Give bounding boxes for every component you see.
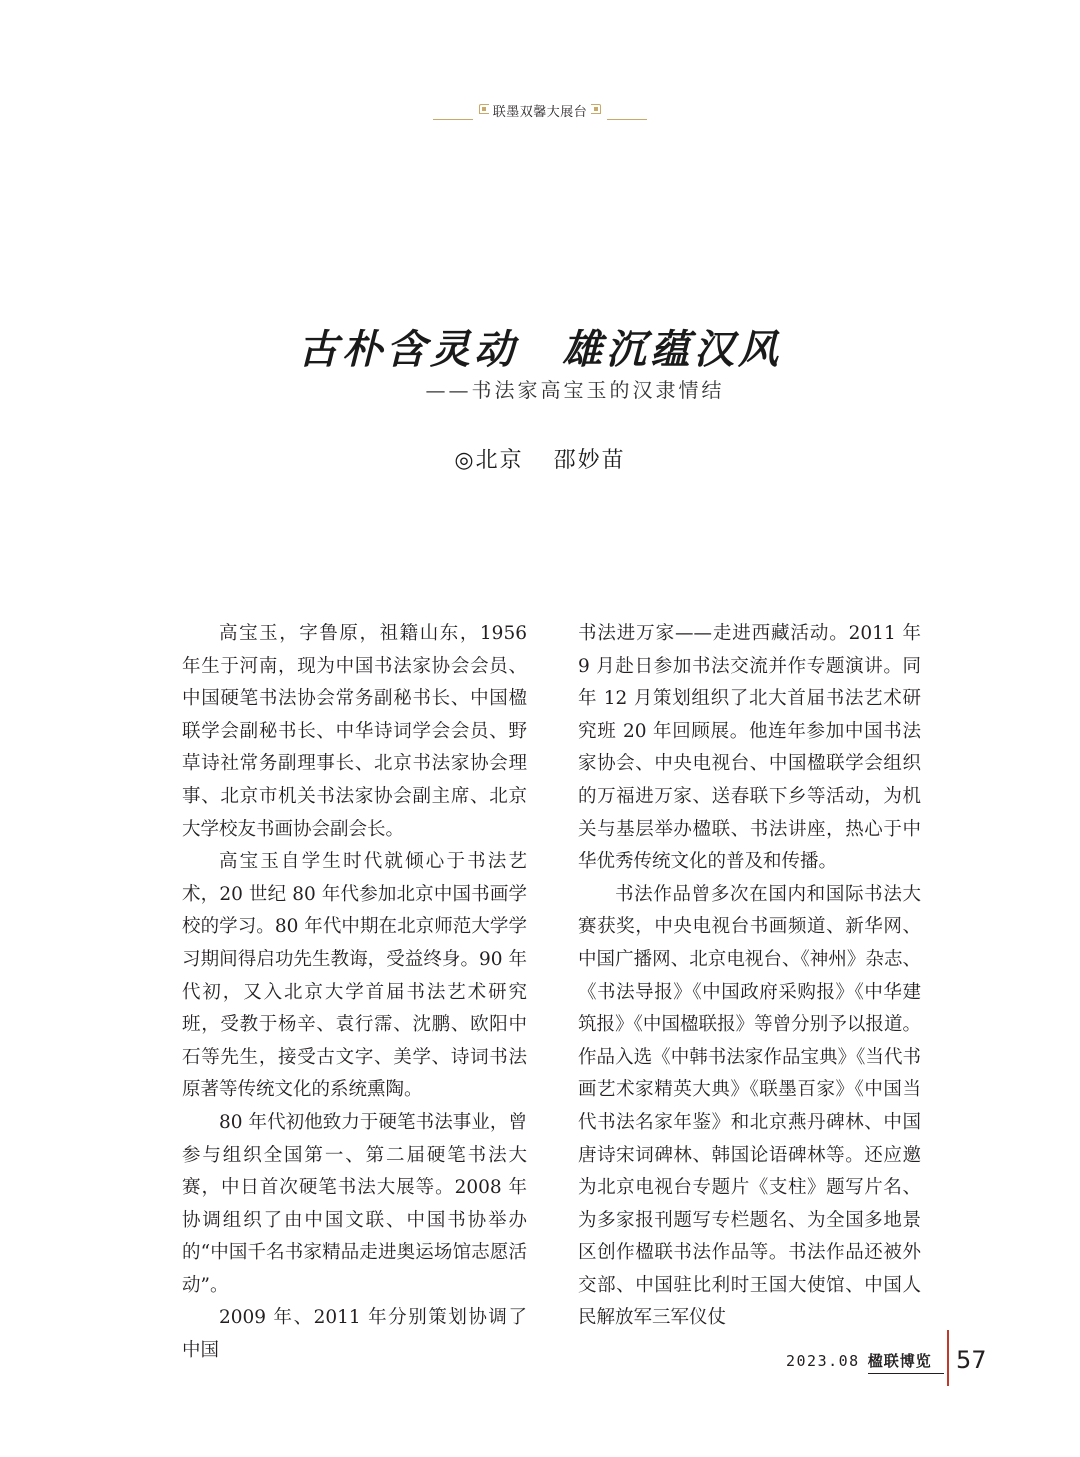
byline-author: 邵妙苗 [553,448,626,473]
page-footer [786,1350,932,1374]
footer-underline [868,1373,944,1374]
byline [0,443,1080,474]
page-number: 57 [956,1346,987,1374]
header-rule-right [607,119,647,120]
body-paragraph-continued: 书法进万家——走进西藏活动。2011 年 9 月赴日参加书法交流并作专题演讲。同年 12 月策划组织了北大首届书法艺术研究班 20 年回顾展。他连年参加中国书法家协会、中央电视台、中国楹联学会组织的万福进万家、送春联下乡等活动，为机关与基层举办楹联、书法讲座，热心于中华优秀传统文化的普及和传播。 [578,623,921,873]
body-paragraph: 高宝玉，字鲁原，祖籍山东，1956 年生于河南，现为中国书法家协会会员、中国硬笔书法协会常务副秘书长、中国楹联学会副秘书长、中华诗词学会会员、野草诗社常务副理事长、北京书法家协会理事、北京市机关书法家协会副主席、北京大学校友书画协会副会长。 [182,623,527,840]
fret-ornament-right-icon [591,104,601,114]
magazine-name: 楹联博览 [867,1352,932,1370]
section-label: 联墨双馨大展台 [492,105,588,120]
article-title: 古朴含灵动 雄沉蕴汉风 [298,327,782,373]
body-paragraph: 80 年代初他致力于硬笔书法事业，曾参与组织全国第一、第二届硬笔书法大赛，中日首次硬笔书法大展等。2008 年协调组织了由中国文联、中国书协举办的“中国千名书家精品走进奥运场馆志愿活动”。 [182,1111,527,1296]
body-paragraph: 高宝玉自学生时代就倾心于书法艺术，20 世纪 80 年代参加北京中国书画学校的学习。80 年代中期在北京师范大学学习期间得启功先生教诲，受益终身。90 年代初，又入北京大学首届书法艺术研究班，受教于杨辛、袁行霈、沈鹏、欧阳中石等先生，接受古文字、美学、诗词书法原著等传统文化的系统熏陶。 [182,851,527,1101]
byline-location: ◎北京 [454,448,524,473]
body-column-left [182,618,527,1368]
article-subtitle: ——书法家高宝玉的汉隶情结 [425,378,725,402]
body-paragraph: 书法作品曾多次在国内和国际书法大赛获奖，中央电视台书画频道、新华网、中国广播网、北京电视台、《神州》杂志、《书法导报》《中国政府采购报》《中华建筑报》《中国楹联报》等曾分别予以报道。作品入选《中韩书法家作品宝典》《当代书画艺术家精英大典》《联墨百家》《中国当代书法名家年鉴》和北京燕丹碑林、中国唐诗宋词碑林、韩国论语碑林等。还应邀为北京电视台专题片《支柱》题写片名、为多家报刊题写专栏题名、为全国多地景区创作楹联书法作品等。书法作品还被外交部、中国驻比利时王国大使馆、中国人民解放军三军仪仗 [578,883,921,1329]
issue-date: 2023.08 [786,1352,860,1370]
section-header [433,98,647,122]
footer-divider [947,1330,949,1386]
body-column-right [578,618,921,1335]
body-paragraph: 2009 年、2011 年分别策划协调了中国 [182,1307,527,1362]
